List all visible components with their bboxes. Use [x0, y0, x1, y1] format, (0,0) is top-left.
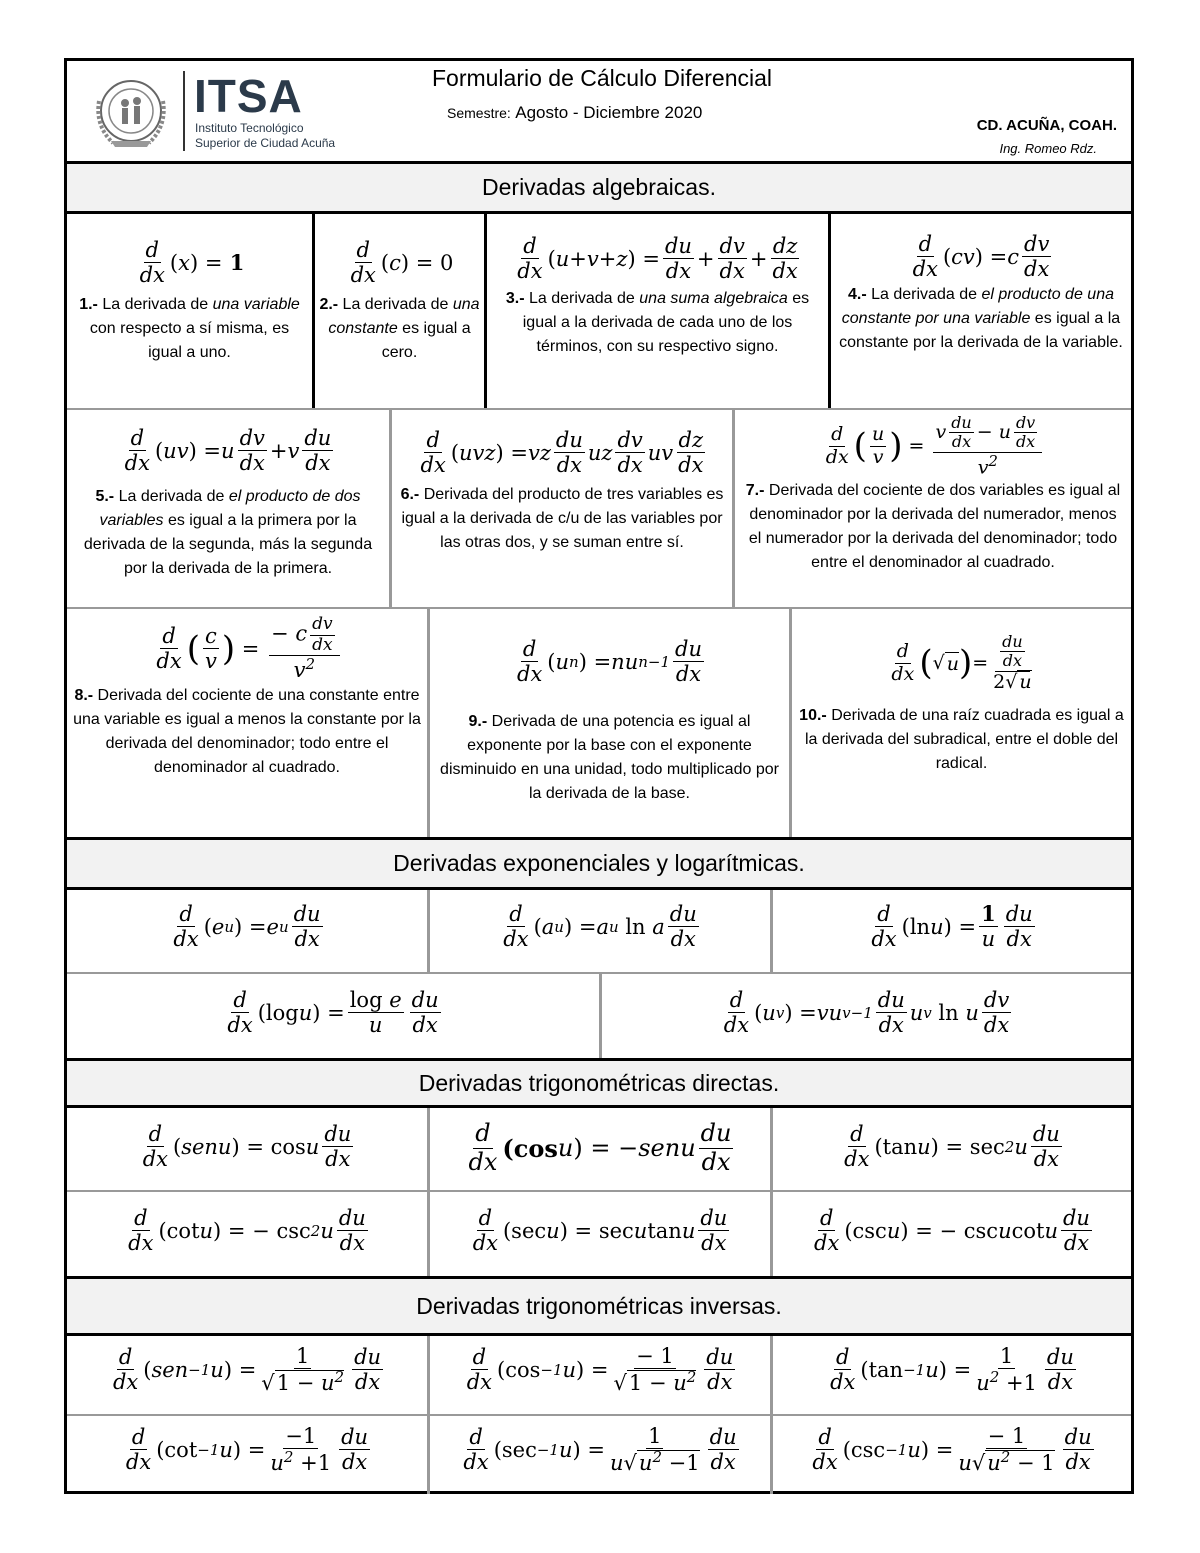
rule-3: [487, 214, 828, 408]
rule-5-em: el producto de dos variables: [99, 488, 361, 530]
section-trig-inverse: [67, 1279, 1131, 1333]
exp-3: [773, 890, 1131, 972]
rule-1-post: con respecto a sí misma, es igual a uno.: [89, 320, 290, 362]
semester-line: [447, 103, 767, 123]
rule-4-num: 4.-: [848, 286, 867, 304]
itsa-seal: [91, 71, 171, 155]
rule-4-pre: La derivada de: [866, 286, 982, 304]
rule-1-pre: La derivada de: [97, 296, 213, 314]
inv-tan: [773, 1336, 1131, 1414]
rule-6: [392, 410, 732, 607]
rule-4-em: el producto de una constante por una variable: [841, 286, 1114, 328]
rule-2-num: 2.-: [319, 296, 339, 314]
rule-2: [315, 214, 484, 408]
section-exp-log: [67, 840, 1131, 887]
institute-line1: Instituto Tecnológico: [195, 121, 304, 135]
formula-arctan: $\frac{d}{dx}$ (tan −1 u ) = $\frac{1}{u^2 +1}$ $\frac{du}{dx}$: [830, 1344, 1074, 1396]
formula-arccos: $\frac{d}{dx}$ (cos −1 u ) = $\frac{- 1}{√1 - u^2}$ $\frac{du}{dx}$: [466, 1344, 734, 1396]
formula-sec: $\frac{d}{dx}$ (sec u ) = sec u tan u $\frac{du}{dx}$: [472, 1206, 728, 1256]
institute-line2: Superior de Ciudad Acuña: [195, 136, 336, 150]
formula-tan: $\frac{d}{dx}$ (tan u ) = sec 2 u $\frac{du}{dx}$: [844, 1122, 1060, 1172]
rule-8-text: Derivada del cociente de una constante entre una variable es igual a menos la constante por la derivada del denominador; todo entre el denominador al cuadrado.: [73, 687, 421, 777]
rule-3-em: una suma algebraica: [639, 290, 788, 308]
rule-7-num: 7.-: [745, 481, 765, 499]
author: Ing. Romeo Rdz.: [999, 141, 1097, 156]
rule-3-post: es igual a la derivada de cada uno de los términos, con su respectivo signo.: [522, 290, 810, 356]
rule-8: [67, 609, 427, 837]
rule-3-pre: La derivada de: [524, 290, 640, 308]
rule-9-text: Derivada de una potencia es igual al exponente por la base con el exponente disminuido en una unidad, todo multiplicado por la derivada de la base.: [440, 713, 779, 803]
rule-7: [735, 410, 1131, 607]
semester-value: Agosto - Diciembre 2020: [515, 103, 703, 122]
rule-9-num: 9.-: [468, 713, 488, 731]
rule-6-num: 6.-: [400, 486, 420, 504]
rule-3-num: 3.-: [505, 290, 525, 308]
section-trig-direct: [67, 1061, 1131, 1105]
logo-divider: [183, 71, 185, 151]
trig-cos: [430, 1108, 770, 1190]
rule-5-pre: La derivada de: [114, 488, 229, 506]
formula-sheet: [64, 58, 1134, 1494]
formula-arccot: $\frac{d}{dx}$ (cot −1 u ) = $\frac{-1}{u^2 +1}$ $\frac{du}{dx}$: [125, 1424, 369, 1476]
rule-9: [430, 609, 789, 837]
rule-10-text: Derivada de una raíz cuadrada es igual a la derivada del subradical, entre el doble del radical.: [804, 706, 1124, 772]
section-trig-inverse-title: Derivadas trigonométricas inversas.: [416, 1293, 782, 1319]
inv-sen: [67, 1336, 427, 1414]
exp-5: [602, 974, 1131, 1058]
rule-2-post: es igual a cero.: [381, 320, 471, 362]
section-algebraic-title: Derivadas algebraicas.: [482, 174, 716, 200]
rule-5: [67, 410, 389, 607]
rule-1-num: 1.-: [79, 296, 98, 314]
formula-uv: $\frac{d}{dx}$ ( u v ) = vu v−1 $\frac{du}{dx}$ u v ln u $\frac{dv}{dx}$: [723, 988, 1010, 1038]
rule-10-num: 10.-: [799, 706, 827, 724]
seal-icon: [91, 71, 171, 155]
formula-2: $\frac{d}{dx}$ ( c ) = 0: [350, 238, 454, 288]
itsa-logo-text: ITSA: [194, 70, 303, 122]
rule-5-post: es igual a la primera por la derivada de la segunda, más la segunda por la derivada de la primera.: [83, 512, 373, 578]
inv-csc: [773, 1416, 1131, 1494]
inv-cot: [67, 1416, 427, 1494]
formula-5: $\frac{d}{dx}$ ( uv ) = u $\frac{dv}{dx}$ + v $\frac{du}{dx}$: [124, 426, 332, 476]
inv-sec: [430, 1416, 770, 1494]
rule-6-text: Derivada del producto de tres variables es igual a la derivada de c/u de las variables por las otras dos, y se suman entre sí.: [401, 486, 724, 552]
formula-3: $\frac{d}{dx}$ ( u + v + z ) = $\frac{du}{dx}$ + $\frac{dv}{dx}$ + $\frac{dz}{dx}$: [517, 234, 798, 284]
exp-1: [67, 890, 427, 972]
formula-log: $\frac{d}{dx}$ (log u ) = $\frac{\text{log e}}{u}$ $\frac{du}{dx}$: [227, 988, 439, 1038]
trig-sec: [430, 1192, 770, 1276]
trig-sen: [67, 1108, 427, 1190]
rule-4: [831, 214, 1131, 408]
formula-exp-eu: $\frac{d}{dx}$ ( e u ) = e u $\frac{du}{dx}$: [173, 902, 321, 952]
formula-10: $\frac{d}{dx}$ ( √ u ) = $\frac{\frac{du}{dx}}{2√ u}$: [891, 632, 1032, 693]
rule-1-em: una variable: [212, 296, 300, 314]
rule-4-post: es igual a la constante por la derivada de la variable.: [839, 310, 1123, 352]
rule-2-pre: La derivada de: [338, 296, 453, 314]
formula-9: $\frac{d}{dx}$ ( u n ) = nu n−1 $\frac{du}{dx}$: [517, 637, 702, 687]
formula-sen: $\frac{d}{dx}$ ( senu ) = cos u $\frac{du}{dx}$: [142, 1122, 352, 1172]
formula-arccsc: $\frac{d}{dx}$ (csc −1 u ) = $\frac{- 1}{u√u^2 - 1}$ $\frac{du}{dx}$: [812, 1424, 1092, 1476]
formula-6: $\frac{d}{dx}$ ( uvz ) = vz $\frac{du}{dx}$ uz $\frac{dv}{dx}$ uv $\frac{dz}{dx}$: [420, 428, 704, 478]
formula-exp-au: $\frac{d}{dx}$ ( a u ) = a u ln a $\frac{du}{dx}$: [503, 902, 697, 952]
rule-5-num: 5.-: [95, 488, 115, 506]
trig-cot: [67, 1192, 427, 1276]
formula-1: $\frac{d}{dx}$ ( x ) = 1: [139, 238, 245, 288]
semester-label: Semestre:: [447, 105, 511, 121]
rule-2-em: una constante: [328, 296, 480, 338]
formula-arcsen: $\frac{d}{dx}$ ( sen −1 u ) = $\frac{1}{√1 - u^2}$ $\frac{du}{dx}$: [112, 1344, 382, 1396]
inv-cos: [430, 1336, 770, 1414]
formula-cot: $\frac{d}{dx}$ (cot u ) = − csc 2 u $\frac{du}{dx}$: [128, 1206, 366, 1256]
formula-7: $\frac{d}{dx}$ ( $\frac{u}{v}$ ) = v $\frac{du}{dx}$ − u $\frac{dv}{dx}$ $v^2$: [821, 414, 1045, 479]
formula-4: $\frac{d}{dx}$ ( cv ) = c $\frac{dv}{dx}$: [912, 232, 1050, 282]
page-title: Formulario de Cálculo Diferencial: [431, 65, 773, 91]
exp-2: [430, 890, 770, 972]
exp-4: [67, 974, 599, 1058]
section-trig-direct-title: Derivadas trigonométricas directas.: [418, 1070, 780, 1096]
rule-7-text: Derivada del cociente de dos variables es igual al denominador por la derivada del numerador, menos el numerador por la derivada del denominador; todo entre el denominador al cuadrado.: [748, 481, 1121, 571]
formula-ln: $\frac{d}{dx}$ (ln u ) = $\frac{1}{u}$ $\frac{du}{dx}$: [871, 901, 1033, 952]
rule-8-num: 8.-: [74, 687, 94, 705]
trig-tan: [773, 1108, 1131, 1190]
section-exp-log-title: Derivadas exponenciales y logarítmicas.: [393, 850, 805, 876]
rule-1: [67, 214, 312, 408]
location: CD. ACUÑA, COAH.: [976, 117, 1117, 134]
formula-arcsec: $\frac{d}{dx}$ (sec −1 u ) = $\frac{1}{u√u^2 -1}$ $\frac{du}{dx}$: [463, 1424, 737, 1476]
rule-10: [792, 609, 1131, 837]
formula-8: $\frac{d}{dx}$ ( $\frac{c}{v}$ ) = − c $\frac{dv}{dx}$ $v^2$: [151, 615, 342, 682]
formula-cos: $\frac{d}{dx}$ (cos u ) = − senu $\frac{du}{dx}$: [468, 1119, 732, 1176]
section-algebraic: [67, 164, 1131, 211]
trig-csc: [773, 1192, 1131, 1276]
formula-csc: $\frac{d}{dx}$ (csc u ) = − csc u cot u $\frac{du}{dx}$: [814, 1206, 1090, 1256]
